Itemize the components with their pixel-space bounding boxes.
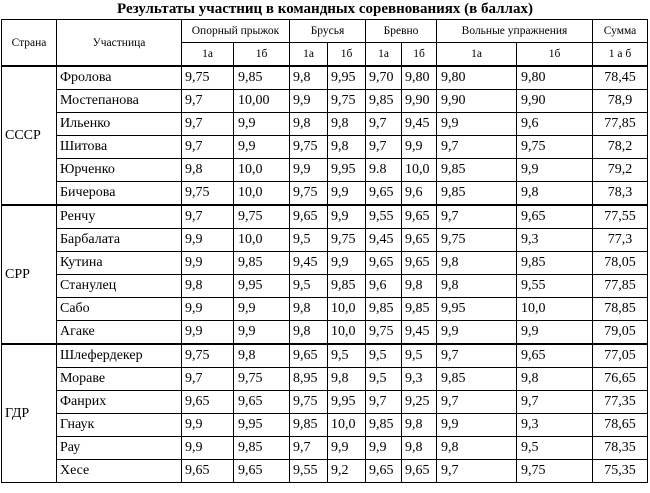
vault-a-cell: 9,7 xyxy=(182,113,234,136)
header-total: Сумма xyxy=(593,20,648,43)
vault-a-cell: 9,9 xyxy=(182,229,234,252)
vault-a-cell: 9,65 xyxy=(182,460,234,483)
floor-a-cell: 9,9 xyxy=(437,113,517,136)
beam-a-cell: 9,85 xyxy=(366,414,402,437)
floor-b-cell: 9,90 xyxy=(517,90,593,113)
bars-b-cell: 9,75 xyxy=(328,90,366,113)
subheader-floor-a: 1а xyxy=(437,43,517,67)
results-table xyxy=(1,19,648,483)
beam-a-cell: 9,7 xyxy=(366,113,402,136)
bars-b-cell: 9,5 xyxy=(328,344,366,368)
bars-a-cell: 9,85 xyxy=(290,414,328,437)
beam-a-cell: 9,65 xyxy=(366,460,402,483)
participant-name-cell: Бичерова xyxy=(57,182,182,206)
country-cell: СССР xyxy=(2,66,57,205)
floor-b-cell: 9,3 xyxy=(517,414,593,437)
subheader-floor-b: 1б xyxy=(517,43,593,67)
vault-a-cell: 9,75 xyxy=(182,182,234,206)
vault-b-cell: 10,0 xyxy=(234,159,290,182)
participant-name-cell: Ильенко xyxy=(57,113,182,136)
total-cell: 77,85 xyxy=(593,275,648,298)
bars-b-cell: 9,95 xyxy=(328,391,366,414)
floor-a-cell: 9,80 xyxy=(437,66,517,90)
header-vault: Опорный прыжок xyxy=(182,20,290,43)
bars-a-cell: 9,8 xyxy=(290,321,328,345)
beam-b-cell: 9,45 xyxy=(402,113,437,136)
bars-a-cell: 9,5 xyxy=(290,229,328,252)
table-row xyxy=(2,229,648,252)
beam-b-cell: 9,65 xyxy=(402,460,437,483)
total-cell: 76,65 xyxy=(593,368,648,391)
bars-a-cell: 9,8 xyxy=(290,113,328,136)
beam-b-cell: 9,8 xyxy=(402,414,437,437)
bars-a-cell: 9,55 xyxy=(290,460,328,483)
bars-b-cell: 9,9 xyxy=(328,205,366,229)
floor-b-cell: 9,65 xyxy=(517,344,593,368)
floor-b-cell: 9,75 xyxy=(517,136,593,159)
beam-b-cell: 9,6 xyxy=(402,182,437,206)
beam-a-cell: 9,7 xyxy=(366,391,402,414)
header-bars: Брусья xyxy=(290,20,366,43)
participant-name-cell: Барбалата xyxy=(57,229,182,252)
participant-name-cell: Сабо xyxy=(57,298,182,321)
vault-a-cell: 9,9 xyxy=(182,252,234,275)
vault-b-cell: 9,65 xyxy=(234,460,290,483)
vault-b-cell: 9,85 xyxy=(234,252,290,275)
participant-name-cell: Мораве xyxy=(57,368,182,391)
bars-b-cell: 9,95 xyxy=(328,159,366,182)
floor-a-cell: 9,95 xyxy=(437,298,517,321)
vault-a-cell: 9,8 xyxy=(182,159,234,182)
vault-b-cell: 9,9 xyxy=(234,298,290,321)
beam-a-cell: 9,85 xyxy=(366,298,402,321)
bars-a-cell: 9,65 xyxy=(290,344,328,368)
table-row xyxy=(2,368,648,391)
total-cell: 79,05 xyxy=(593,321,648,345)
vault-b-cell: 10,0 xyxy=(234,182,290,206)
floor-a-cell: 9,85 xyxy=(437,159,517,182)
bars-b-cell: 9,85 xyxy=(328,275,366,298)
floor-b-cell: 9,5 xyxy=(517,437,593,460)
vault-b-cell: 9,9 xyxy=(234,136,290,159)
total-cell: 79,2 xyxy=(593,159,648,182)
beam-b-cell: 9,90 xyxy=(402,90,437,113)
beam-b-cell: 9,5 xyxy=(402,344,437,368)
participant-name-cell: Рау xyxy=(57,437,182,460)
vault-b-cell: 9,9 xyxy=(234,321,290,345)
beam-a-cell: 9,65 xyxy=(366,252,402,275)
vault-a-cell: 9,7 xyxy=(182,205,234,229)
vault-b-cell: 9,85 xyxy=(234,66,290,90)
floor-b-cell: 9,8 xyxy=(517,368,593,391)
table-row xyxy=(2,414,648,437)
bars-a-cell: 9,75 xyxy=(290,182,328,206)
table-row xyxy=(2,205,648,229)
table-row xyxy=(2,136,648,159)
bars-a-cell: 9,45 xyxy=(290,252,328,275)
subheader-beam-a: 1а xyxy=(366,43,402,67)
beam-a-cell: 9,9 xyxy=(366,437,402,460)
beam-b-cell: 9,85 xyxy=(402,298,437,321)
vault-a-cell: 9,7 xyxy=(182,90,234,113)
vault-b-cell: 9,8 xyxy=(234,344,290,368)
total-cell: 78,05 xyxy=(593,252,648,275)
floor-a-cell: 9,8 xyxy=(437,252,517,275)
vault-b-cell: 9,75 xyxy=(234,368,290,391)
bars-a-cell: 9,75 xyxy=(290,391,328,414)
total-cell: 77,3 xyxy=(593,229,648,252)
floor-b-cell: 9,7 xyxy=(517,391,593,414)
table-row xyxy=(2,391,648,414)
vault-a-cell: 9,9 xyxy=(182,321,234,345)
bars-b-cell: 10,0 xyxy=(328,321,366,345)
table-row xyxy=(2,460,648,483)
total-cell: 78,65 xyxy=(593,414,648,437)
bars-a-cell: 9,7 xyxy=(290,437,328,460)
total-cell: 78,3 xyxy=(593,182,648,206)
vault-b-cell: 9,85 xyxy=(234,437,290,460)
bars-b-cell: 9,8 xyxy=(328,136,366,159)
floor-a-cell: 9,9 xyxy=(437,414,517,437)
floor-b-cell: 9,8 xyxy=(517,182,593,206)
vault-a-cell: 9,9 xyxy=(182,298,234,321)
beam-b-cell: 9,80 xyxy=(402,66,437,90)
vault-a-cell: 9,75 xyxy=(182,66,234,90)
floor-b-cell: 9,80 xyxy=(517,66,593,90)
table-row xyxy=(2,159,648,182)
header-country: Страна xyxy=(2,20,57,67)
participant-name-cell: Гнаук xyxy=(57,414,182,437)
header-floor: Вольные упражнения xyxy=(437,20,593,43)
floor-a-cell: 9,75 xyxy=(437,229,517,252)
vault-b-cell: 9,75 xyxy=(234,205,290,229)
subheader-beam-b: 1б xyxy=(402,43,437,67)
participant-name-cell: Станулец xyxy=(57,275,182,298)
bars-b-cell: 9,9 xyxy=(328,437,366,460)
bars-b-cell: 9,75 xyxy=(328,229,366,252)
participant-name-cell: Фанрих xyxy=(57,391,182,414)
bars-a-cell: 9,9 xyxy=(290,90,328,113)
bars-a-cell: 9,75 xyxy=(290,136,328,159)
floor-a-cell: 9,90 xyxy=(437,90,517,113)
vault-a-cell: 9,75 xyxy=(182,344,234,368)
total-cell: 78,2 xyxy=(593,136,648,159)
subheader-bars-a: 1а xyxy=(290,43,328,67)
beam-a-cell: 9,85 xyxy=(366,90,402,113)
floor-b-cell: 9,85 xyxy=(517,252,593,275)
vault-b-cell: 9,9 xyxy=(234,113,290,136)
beam-b-cell: 9,65 xyxy=(402,205,437,229)
floor-a-cell: 9,9 xyxy=(437,321,517,345)
beam-a-cell: 9,75 xyxy=(366,321,402,345)
vault-a-cell: 9,9 xyxy=(182,437,234,460)
bars-a-cell: 9,8 xyxy=(290,298,328,321)
participant-name-cell: Шитова xyxy=(57,136,182,159)
vault-a-cell: 9,7 xyxy=(182,368,234,391)
vault-b-cell: 9,65 xyxy=(234,391,290,414)
table-row xyxy=(2,321,648,345)
participant-name-cell: Кутина xyxy=(57,252,182,275)
results-body xyxy=(2,66,648,483)
beam-a-cell: 9,5 xyxy=(366,344,402,368)
subheader-vault-b: 1б xyxy=(234,43,290,67)
subheader-bars-b: 1б xyxy=(328,43,366,67)
beam-a-cell: 9,6 xyxy=(366,275,402,298)
bars-b-cell: 9,9 xyxy=(328,182,366,206)
beam-a-cell: 9,45 xyxy=(366,229,402,252)
bars-a-cell: 9,5 xyxy=(290,275,328,298)
floor-a-cell: 9,8 xyxy=(437,437,517,460)
vault-b-cell: 10,0 xyxy=(234,229,290,252)
floor-a-cell: 9,7 xyxy=(437,136,517,159)
beam-b-cell: 10,0 xyxy=(402,159,437,182)
table-row xyxy=(2,252,648,275)
vault-a-cell: 9,65 xyxy=(182,391,234,414)
table-row xyxy=(2,298,648,321)
floor-a-cell: 9,7 xyxy=(437,344,517,368)
floor-b-cell: 9,9 xyxy=(517,159,593,182)
subheader-total: 1 а б xyxy=(593,43,648,67)
bars-a-cell: 9,9 xyxy=(290,159,328,182)
total-cell: 78,45 xyxy=(593,66,648,90)
beam-b-cell: 9,65 xyxy=(402,229,437,252)
country-cell: СРР xyxy=(2,205,57,344)
floor-a-cell: 9,8 xyxy=(437,275,517,298)
bars-b-cell: 9,8 xyxy=(328,113,366,136)
total-cell: 75,35 xyxy=(593,460,648,483)
header-beam: Бревно xyxy=(366,20,437,43)
country-cell: ГДР xyxy=(2,344,57,483)
floor-b-cell: 10,0 xyxy=(517,298,593,321)
total-cell: 77,35 xyxy=(593,391,648,414)
vault-b-cell: 9,95 xyxy=(234,275,290,298)
beam-b-cell: 9,8 xyxy=(402,275,437,298)
table-row xyxy=(2,437,648,460)
header-participant: Участница xyxy=(57,20,182,67)
beam-a-cell: 9,55 xyxy=(366,205,402,229)
table-row xyxy=(2,113,648,136)
bars-b-cell: 9,2 xyxy=(328,460,366,483)
floor-a-cell: 9,7 xyxy=(437,205,517,229)
participant-name-cell: Ренчу xyxy=(57,205,182,229)
bars-a-cell: 9,8 xyxy=(290,66,328,90)
beam-a-cell: 9,65 xyxy=(366,182,402,206)
vault-a-cell: 9,9 xyxy=(182,414,234,437)
beam-b-cell: 9,9 xyxy=(402,136,437,159)
bars-b-cell: 9,8 xyxy=(328,368,366,391)
table-row xyxy=(2,66,648,90)
bars-a-cell: 8,95 xyxy=(290,368,328,391)
floor-a-cell: 9,85 xyxy=(437,182,517,206)
floor-b-cell: 9,9 xyxy=(517,321,593,345)
beam-b-cell: 9,45 xyxy=(402,321,437,345)
beam-b-cell: 9,65 xyxy=(402,252,437,275)
beam-b-cell: 9,3 xyxy=(402,368,437,391)
floor-b-cell: 9,65 xyxy=(517,205,593,229)
floor-b-cell: 9,3 xyxy=(517,229,593,252)
bars-a-cell: 9,65 xyxy=(290,205,328,229)
total-cell: 77,05 xyxy=(593,344,648,368)
total-cell: 78,9 xyxy=(593,90,648,113)
participant-name-cell: Шлефердекер xyxy=(57,344,182,368)
table-title: Результаты участниц в командных соревнованиях (в баллах) xyxy=(117,1,533,17)
floor-a-cell: 9,7 xyxy=(437,460,517,483)
total-cell: 77,85 xyxy=(593,113,648,136)
table-row xyxy=(2,275,648,298)
participant-name-cell: Мостепанова xyxy=(57,90,182,113)
vault-b-cell: 10,00 xyxy=(234,90,290,113)
beam-a-cell: 9,70 xyxy=(366,66,402,90)
participant-name-cell: Фролова xyxy=(57,66,182,90)
total-cell: 77,55 xyxy=(593,205,648,229)
vault-a-cell: 9,7 xyxy=(182,136,234,159)
beam-b-cell: 9,8 xyxy=(402,437,437,460)
beam-a-cell: 9,7 xyxy=(366,136,402,159)
header-row xyxy=(2,20,648,43)
participant-name-cell: Хесе xyxy=(57,460,182,483)
floor-b-cell: 9,55 xyxy=(517,275,593,298)
participant-name-cell: Юрченко xyxy=(57,159,182,182)
table-row xyxy=(2,344,648,368)
floor-a-cell: 9,85 xyxy=(437,368,517,391)
floor-a-cell: 9,7 xyxy=(437,391,517,414)
beam-a-cell: 9,5 xyxy=(366,368,402,391)
participant-name-cell: Агаке xyxy=(57,321,182,345)
table-row xyxy=(2,182,648,206)
total-cell: 78,85 xyxy=(593,298,648,321)
vault-b-cell: 9,95 xyxy=(234,414,290,437)
vault-a-cell: 9,8 xyxy=(182,275,234,298)
floor-b-cell: 9,6 xyxy=(517,113,593,136)
bars-b-cell: 10,0 xyxy=(328,414,366,437)
bars-b-cell: 9,9 xyxy=(328,252,366,275)
subheader-vault-a: 1а xyxy=(182,43,234,67)
beam-b-cell: 9,25 xyxy=(402,391,437,414)
beam-a-cell: 9.8 xyxy=(366,159,402,182)
floor-b-cell: 9,75 xyxy=(517,460,593,483)
table-row xyxy=(2,90,648,113)
total-cell: 78,35 xyxy=(593,437,648,460)
bars-b-cell: 9,95 xyxy=(328,66,366,90)
bars-b-cell: 10,0 xyxy=(328,298,366,321)
